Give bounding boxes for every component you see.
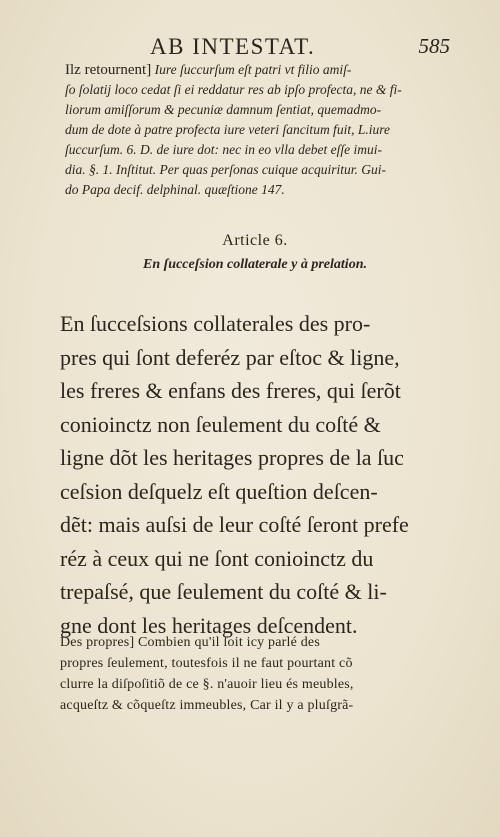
body-line: réz à ceux qui ne ſont conioinctz du (60, 545, 374, 571)
body-line: ceſsion deſquelz eſt queſtion deſcen- (60, 478, 378, 504)
page-header (150, 34, 450, 60)
running-head: AB INTESTAT. (150, 34, 316, 59)
page-number: 585 (418, 34, 450, 58)
body-line: trepaſsé, que ſeulement du coſté & li- (60, 579, 387, 604)
notes-line: clurre la diſpoſitiõ de ce §. n'auoir lieu és meubles, (60, 677, 354, 692)
note-line: ſo ſolatij loco cedat ſi ei reddatur res ab ipſo profecta, ne & fi- (65, 82, 402, 97)
note-lead-rest: Iure ſuccurſum eſt patri vt filio amiſ- (154, 62, 352, 77)
article-body (60, 307, 450, 642)
note-line: liorum amiſſorum & pecuniæ damnum ſentiat, quemadmo- (65, 102, 382, 117)
body-line: gne dont les heritages deſcendent. (60, 612, 358, 638)
notes-line: acqueſtz & cõqueſtz immeubles, Car il y a pluſgrã- (60, 698, 354, 713)
note-line: dum de dote à patre profecta iure veteri ſancitum fuit, L.iure (65, 122, 390, 137)
body-line: ligne dõt les heritages propres de la ſuc (60, 445, 404, 470)
note-line: do Papa decif. delphinal. quæſtione 147. (65, 182, 285, 197)
article-subtitle: En ſucceſsion collaterale y à prelation. (143, 257, 367, 272)
body-line: les freres & enfans des freres, qui ſerõt (60, 378, 401, 403)
note-line: ſuccurſum. 6. D. de iure dot: nec in eo vlla debet eſſe imui- (65, 142, 383, 157)
notes-line: Des propres] Combien qu'il ſoit icy parlé des (60, 635, 320, 650)
article-title: Article 6. (222, 232, 288, 249)
note-line (65, 60, 445, 80)
commentary-note-bottom (60, 632, 450, 716)
body-line: conioinctz non ſeulement du coſté & (60, 411, 381, 437)
body-line: En ſucceſsions collaterales des pro- (60, 311, 371, 336)
commentary-note-top (65, 60, 445, 200)
body-line: dẽt: mais auſsi de leur coſté ſeront prefe (60, 512, 409, 537)
note-lead: Ilz retournent] (65, 62, 152, 78)
note-line: dia. §. 1. Inſtitut. Per quas perſonas cuique acquiritur. Gui- (65, 162, 386, 177)
notes-line: propres ſeulement, toutesfois il ne faut pourtant cõ (60, 656, 353, 671)
body-line: pres qui ſont deferéz par eſtoc & ligne, (60, 344, 400, 370)
